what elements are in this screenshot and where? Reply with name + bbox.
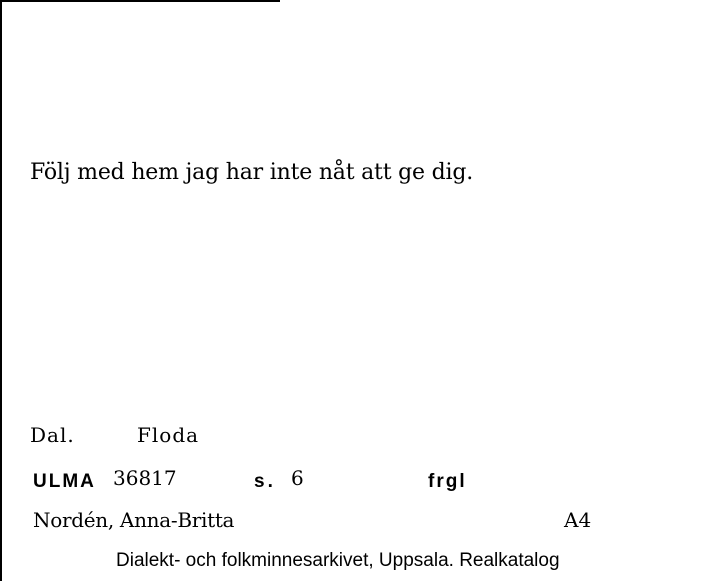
page-number: 6 xyxy=(291,466,304,490)
archive-code: ULMA xyxy=(33,471,96,492)
card-text: Följ med hem jag har inte nåt att ge dig. xyxy=(30,160,474,185)
informant-name: Nordén, Anna-Britta xyxy=(33,508,235,532)
page-label: s. xyxy=(254,471,276,492)
category: frgl xyxy=(428,471,467,492)
card-top-border xyxy=(0,0,280,2)
card-left-border xyxy=(0,0,2,581)
socken: Floda xyxy=(137,423,200,447)
accession-number: 36817 xyxy=(113,466,177,490)
archive-footer: Dialekt- och folkminnesarkivet, Uppsala. Realkatalog xyxy=(116,550,560,571)
landskap: Dal. xyxy=(30,423,75,447)
classification-code: A4 xyxy=(564,508,592,532)
